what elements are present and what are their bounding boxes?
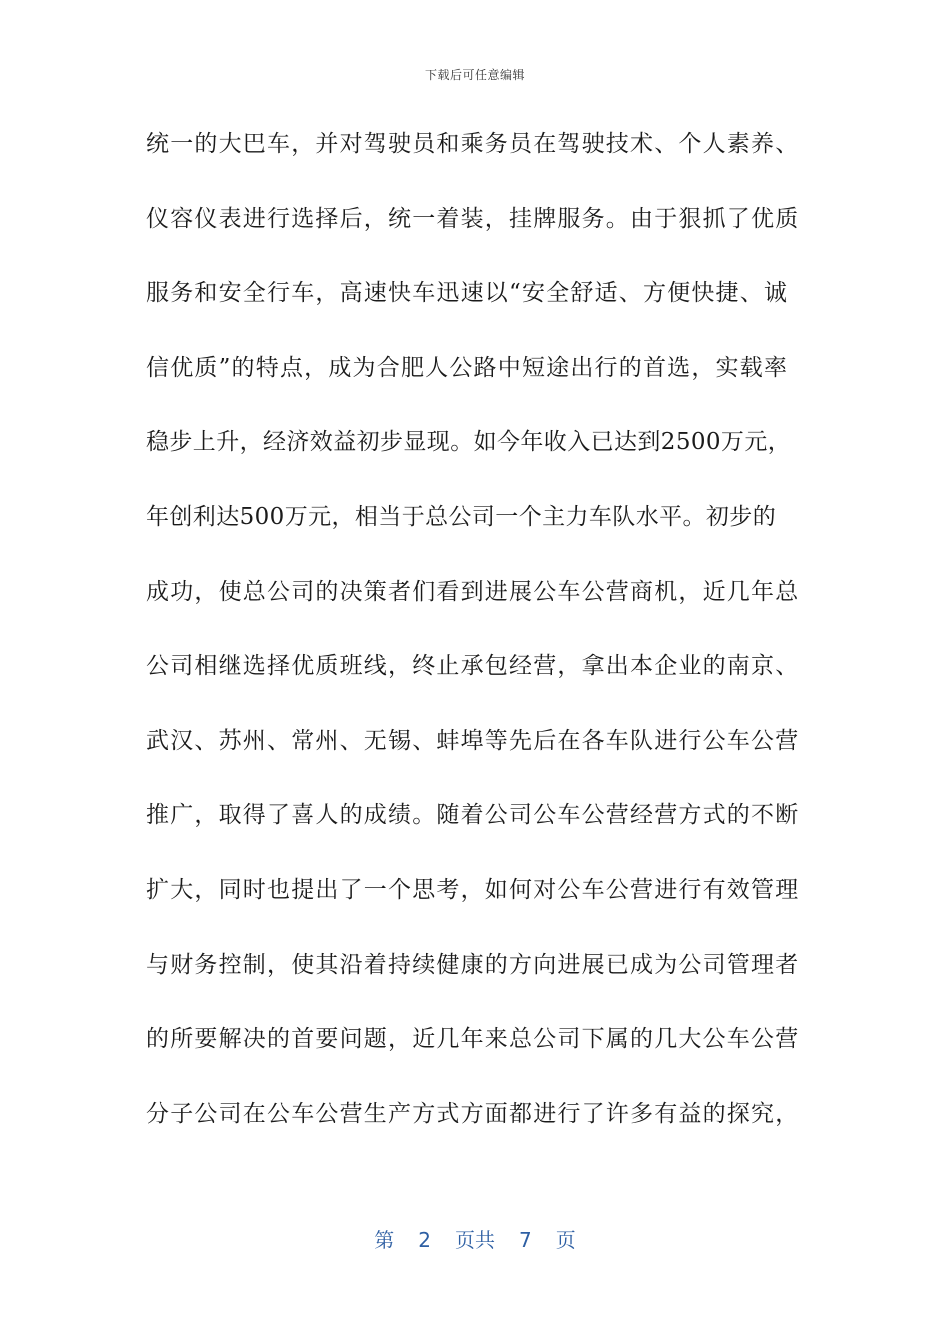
- page-number-total: 7: [519, 1228, 532, 1252]
- paragraph-line: 服务和安全行车，高速快车迅速以“安全舒适、方便快捷、诚: [146, 280, 789, 307]
- page-footer-suffix: 页: [555, 1228, 576, 1252]
- paragraph-line: 推广，取得了喜人的成绩。随着公司公车公营经营方式的不断: [146, 802, 800, 829]
- paragraph-line: 年创利达500万元，相当于总公司一个主力车队水平。初步的: [146, 503, 777, 530]
- page-number-current: 2: [418, 1228, 431, 1252]
- paragraph-line: 分子公司在公车公营生产方式方面都进行了许多有益的探究，: [146, 1100, 800, 1127]
- paragraph-line: 公司相继选择优质班线，终止承包经营，拿出本企业的南京、: [146, 653, 800, 680]
- paragraph-line: 稳步上升，经济效益初步显现。如今年收入已达到2500万元，: [146, 429, 792, 456]
- page-footer: [0, 1224, 950, 1253]
- paragraph-line: 的所要解决的首要问题，近几年来总公司下属的几大公车公营: [146, 1026, 800, 1053]
- page-footer-prefix: 第: [374, 1228, 395, 1252]
- page-footer-middle: 页共: [455, 1228, 495, 1252]
- paragraph-line: 成功，使总公司的决策者们看到进展公车公营商机，近几年总: [146, 578, 800, 605]
- paragraph-line: 仪容仪表进行选择后，统一着装，挂牌服务。由于狠抓了优质: [146, 205, 800, 232]
- paragraph-line: 与财务控制，使其沿着持续健康的方向进展已成为公司管理者: [146, 951, 800, 978]
- paragraph-line: 信优质”的特点，成为合肥人公路中短途出行的首选，实载率: [146, 354, 789, 381]
- paragraph-line: 武汉、苏州、常州、无锡、蚌埠等先后在各车队进行公车公营: [146, 727, 800, 754]
- page-header: 下载后可任意编辑: [424, 68, 525, 82]
- paragraph-line: 扩大，同时也提出了一个思考，如何对公车公营进行有效管理: [146, 876, 800, 903]
- document-body: [146, 120, 800, 1164]
- paragraph-line: 统一的大巴车，并对驾驶员和乘务员在驾驶技术、个人素养、: [146, 131, 800, 157]
